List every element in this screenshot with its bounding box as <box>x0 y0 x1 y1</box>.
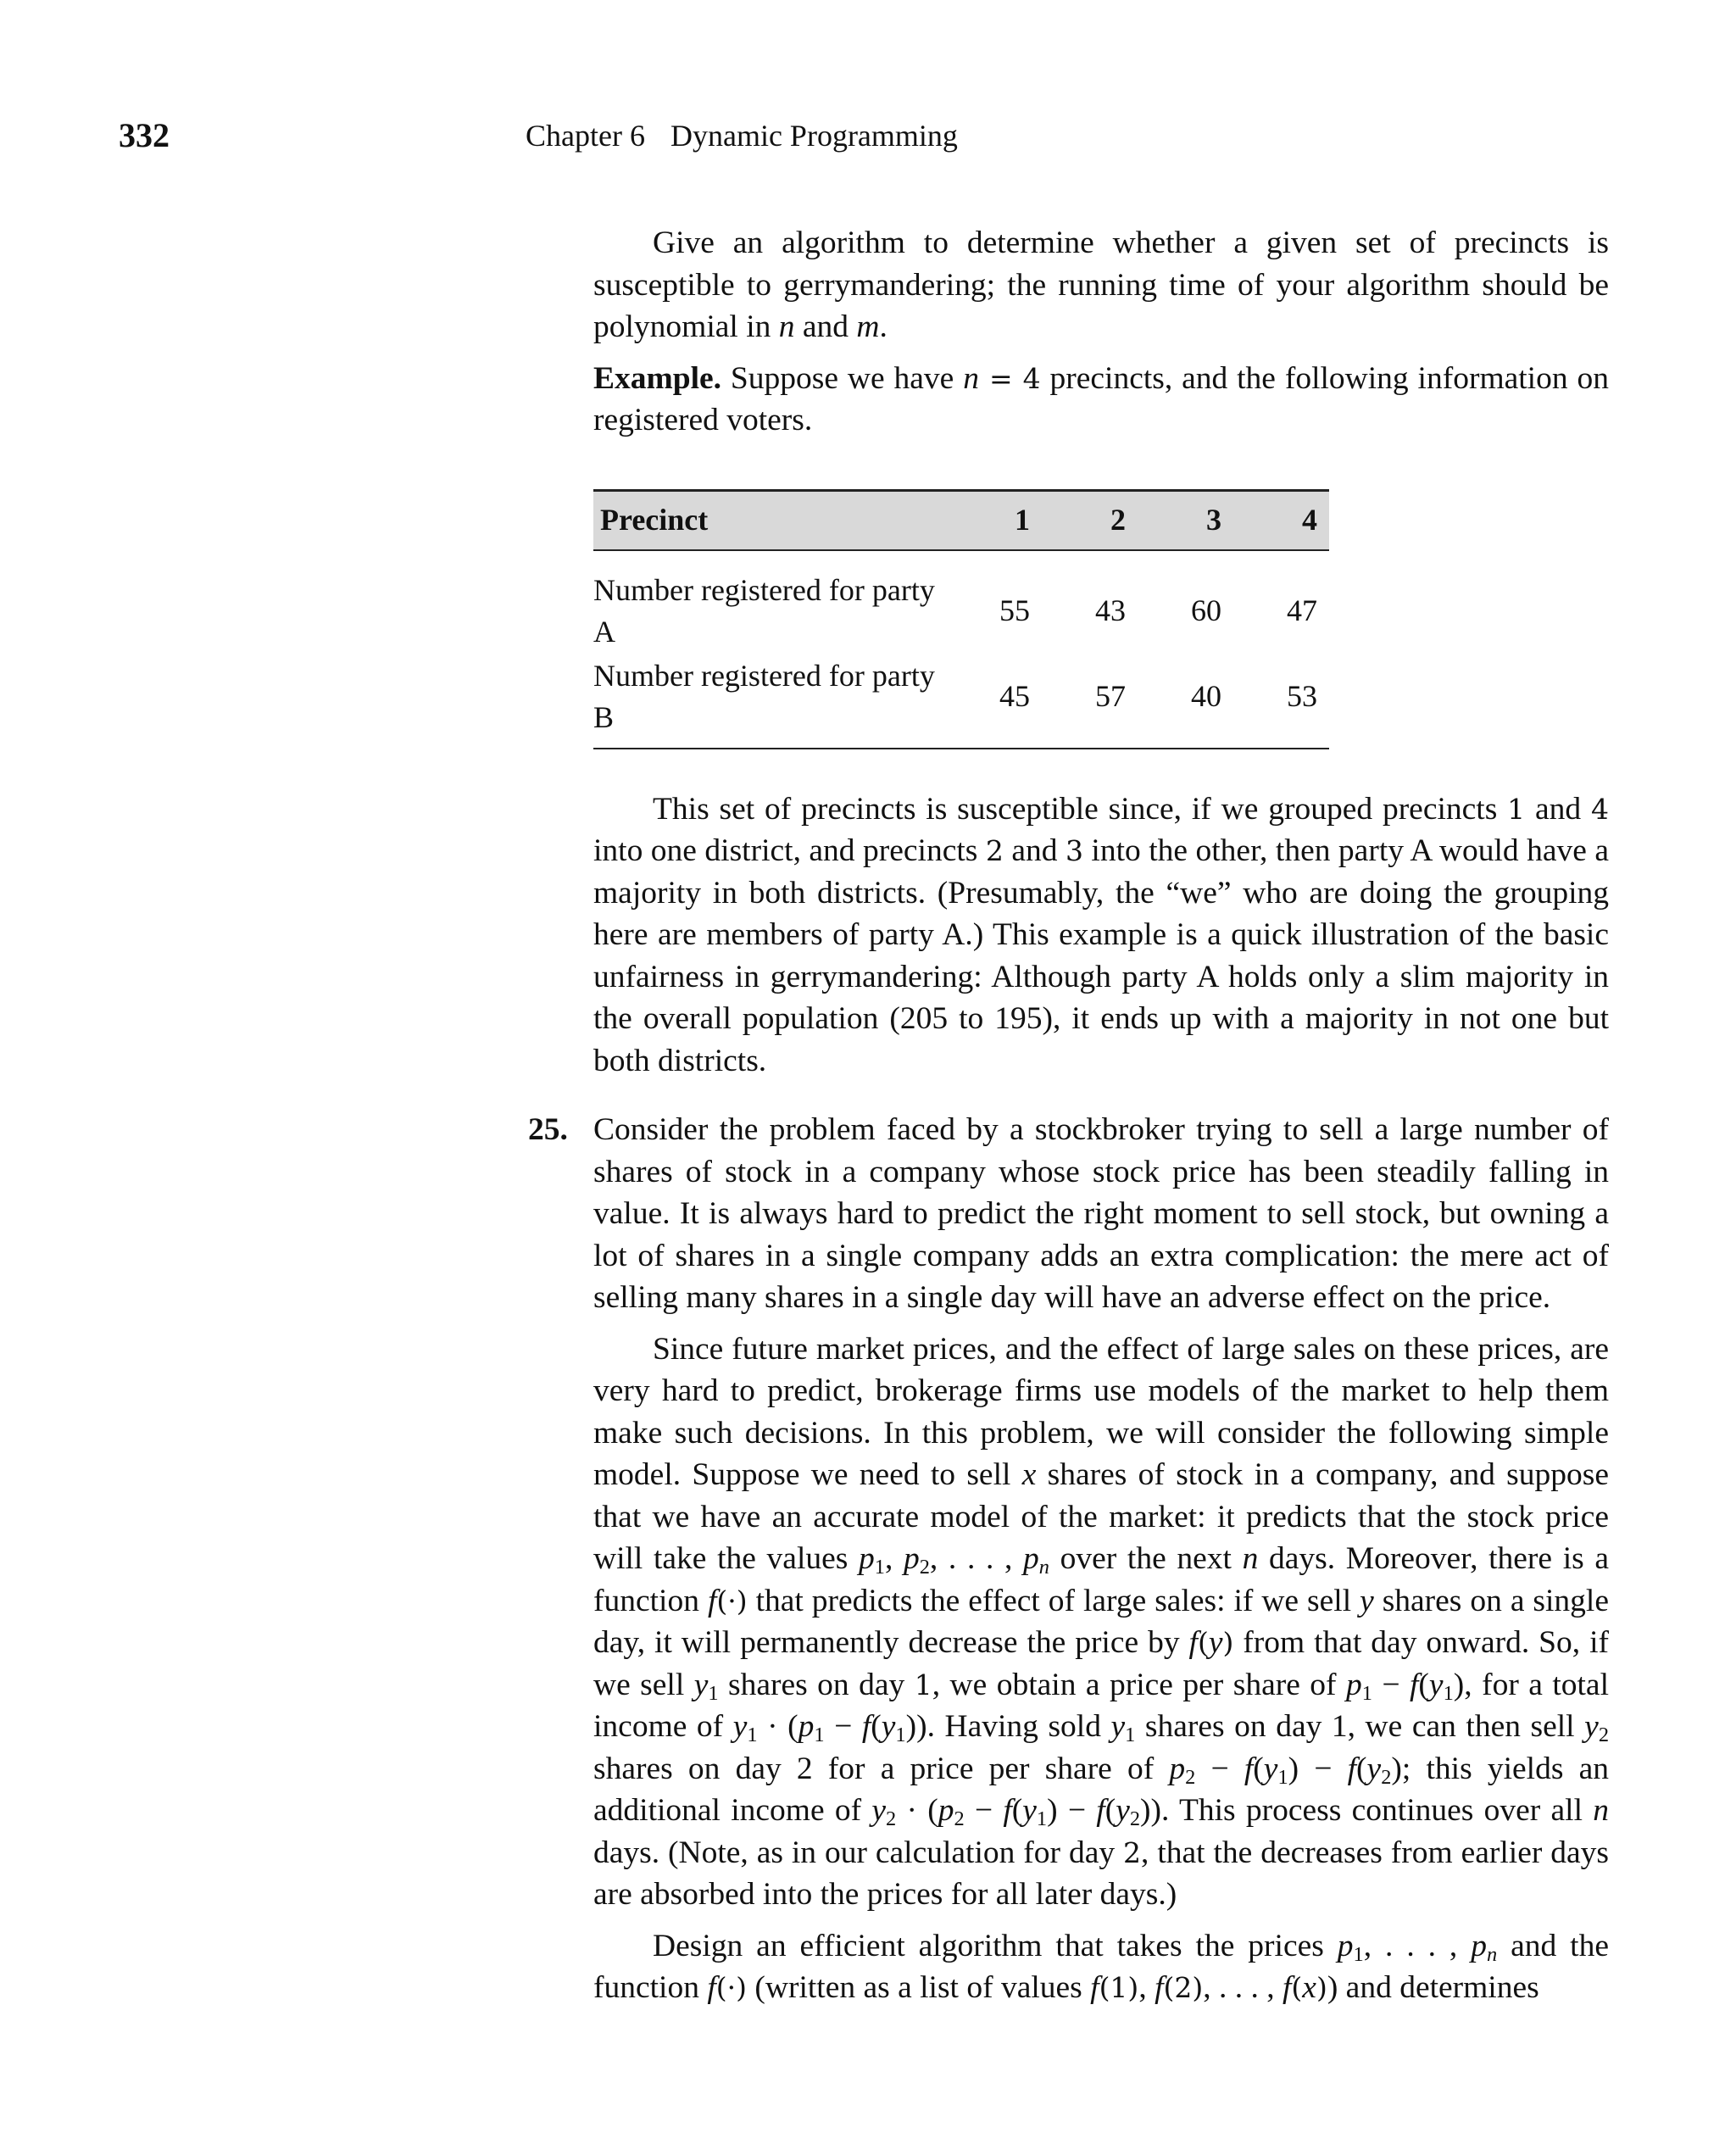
intro-paragraph: Give an algorithm to determine whether a given set of precincts is susceptible to gerrymandering; the running time of your algorithm should be polynomial in n and m. <box>593 226 1609 344</box>
table-cell: 40 <box>1138 654 1233 749</box>
problem-paragraph: Consider the problem faced by a stockbroker trying to sell a large number of shares of stock in a company whose stock price has been steadily falling in value. It is always hard to predict the right moment to sell stock, but owning a lot of shares in a single company adds an extra complication: the mere act of selling many shares in a single day will have an adverse effect on the price. <box>593 1112 1609 1315</box>
precinct-table <box>593 489 1329 749</box>
table-cell: 57 <box>1042 654 1138 749</box>
table-row <box>593 654 1329 749</box>
problem-paragraph: Design an efficient algorithm that takes the prices $p_1$, . . . , $p_n$ and the function f(·) (written as a list of values f(1), f(2), . . . , f(x)) and determines <box>593 1928 1609 2005</box>
table-cell: 60 <box>1191 593 1221 628</box>
page-body <box>528 222 1610 2009</box>
explanation-paragraph: This set of precincts is susceptible since, if we grouped precincts 1 and 4 into one district, and precincts 2 and 3 into the other, then party A would have a majority in both districts. (Presumably, the “we” who are doing the grouping here are members of party A.) This example is a quick illustration of the basic unfairness in gerrymandering: Although party A holds only a slim majority in the overall population (205 to 195), it ends up with a majority in not one but both districts. <box>593 791 1609 1078</box>
table-cell: 47 <box>1287 593 1317 628</box>
running-head-title: Dynamic Programming <box>670 119 958 153</box>
table-cell: 45 <box>946 654 1042 749</box>
running-head <box>526 114 958 157</box>
example-label: Example. <box>593 360 722 396</box>
example-paragraph: Example. Suppose we have n = 4 precincts, and the following information on registered voters. <box>593 360 1609 437</box>
table-row <box>593 550 1329 654</box>
table-header-cell: 2 <box>1042 490 1138 550</box>
table-header-label: Precinct <box>593 490 946 550</box>
table-cell: 43 <box>1095 593 1126 628</box>
problem-number: 25. <box>528 1112 568 1147</box>
row-label: Number registered for party A <box>593 572 935 649</box>
precinct-table-wrapper <box>593 489 1329 749</box>
table-header-row <box>593 490 1329 550</box>
table-header-cell: 3 <box>1138 490 1233 550</box>
page-number: 332 <box>119 116 170 154</box>
problem-paragraph: Since future market prices, and the effect of large sales on these prices, are very hard to predict, brokerage firms use models of the market to help them make such decisions. In this problem, we will consider the following simple model. Suppose we need to sell x shares of stock in a company, and suppose that we have an accurate model of the market: it predicts that the stock price will take the values $p_1$, $p_2$, . . . , $p_n$ over the next n days. Moreover, there is a function f(·) that predicts the effect of large sales: if we sell y shares on a single day, it will permanently decrease the price by f(y) from that day onward. So, if we sell $y_1$ shares on day 1, we obtain a price per share of $p_1 - f(y_1)$, for a total income of $y_1 \cdot (p_1 - f(y_1))$. Having sold $y_1$ shares on day 1, we can then sell $y_2$ shares on day 2 for a price per share of $p_2 - f(y_1) - f(y_2)$; this yields an additional income of $y_2 \cdot (p_2 - f(y_1) - f(y_2))$. This process continues over all n days. (Note, as in our calculation for day 2, that the decreases from earlier days are absorbed into the prices for all later days.) <box>593 1331 1610 1912</box>
table-cell: 55 <box>999 593 1030 628</box>
problem-25 <box>528 1109 1610 2009</box>
table-header-cell: 4 <box>1233 490 1329 550</box>
table-cell: 53 <box>1233 654 1329 749</box>
table-header-cell: 1 <box>946 490 1042 550</box>
running-head-chapter: Chapter 6 <box>526 119 645 153</box>
row-label: Number registered for party B <box>593 654 946 749</box>
